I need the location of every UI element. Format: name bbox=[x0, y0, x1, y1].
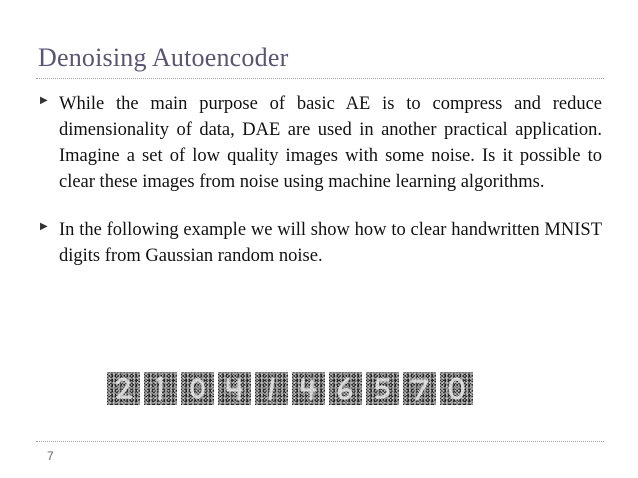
noisy-digit-image bbox=[403, 372, 436, 405]
bullet-item bbox=[36, 91, 602, 195]
noisy-digit-image bbox=[292, 372, 325, 405]
title-divider bbox=[36, 78, 604, 79]
noisy-digit-image bbox=[329, 372, 362, 405]
bullet-text: In the following example we will show how to clear handwritten MNIST digits from Gaussian random noise. bbox=[59, 220, 602, 266]
footer-divider bbox=[36, 441, 604, 442]
bullet-text: While the main purpose of basic AE is to compress and reduce dimensionality of data, DAE are used in another practical application. Imagine a set of low quality images with some noise. Is it possible to clear these images from noise using machine learning algorithms. bbox=[59, 94, 602, 192]
triangle-bullet-icon: ▶ bbox=[40, 95, 48, 106]
page-number: 7 bbox=[47, 449, 54, 463]
noisy-digit-image bbox=[181, 372, 214, 405]
noisy-digit-image bbox=[218, 372, 251, 405]
bullet-list bbox=[36, 91, 602, 291]
noisy-digit-image bbox=[440, 372, 473, 405]
noisy-mnist-digits-image bbox=[107, 372, 482, 405]
noisy-digit-image bbox=[255, 372, 288, 405]
noisy-digit-image bbox=[366, 372, 399, 405]
triangle-bullet-icon: ▶ bbox=[40, 221, 48, 232]
slide-title: Denoising Autoencoder bbox=[38, 43, 289, 72]
noisy-digit-image bbox=[107, 372, 140, 405]
noisy-digit-image bbox=[144, 372, 177, 405]
bullet-item bbox=[36, 217, 602, 269]
